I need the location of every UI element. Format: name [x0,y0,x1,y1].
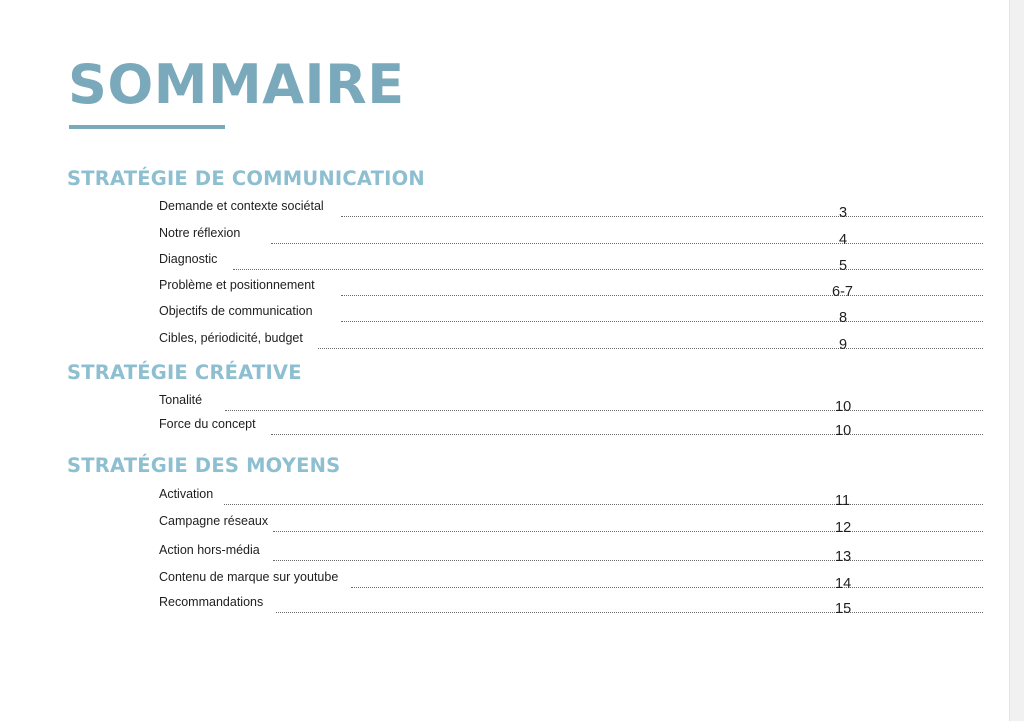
toc-entry-page: 11 [835,493,851,509]
toc-entry-page: 13 [835,549,852,565]
toc-entry[interactable] [159,197,859,221]
toc-leader-dots [271,243,983,244]
toc-entry-page: 5 [839,258,848,274]
toc-entry-page: 9 [839,337,848,353]
toc-entry[interactable] [159,302,859,326]
toc-entry[interactable] [159,541,859,565]
toc-entry-page: 4 [839,232,848,248]
toc-leader-dots [233,269,983,270]
toc-leader-dots [351,587,983,588]
toc-entry-label: Notre réflexion [159,226,241,240]
toc-leader-dots [273,531,983,532]
toc-entry[interactable] [159,224,859,248]
page-title: SOMMAIRE [68,53,405,116]
toc-entry[interactable] [159,329,859,353]
toc-entry-label: Tonalité [159,393,203,407]
toc-entry-label: Activation [159,487,214,501]
toc-entry-label: Demande et contexte sociétal [159,199,324,213]
toc-leader-dots [341,321,983,322]
toc-entry[interactable] [159,276,859,300]
toc-entry[interactable] [159,250,859,274]
toc-entry-label: Recommandations [159,595,264,609]
toc-entry-label: Action hors-média [159,543,260,557]
toc-entry-page: 8 [839,310,848,326]
toc-entry[interactable] [159,512,859,536]
toc-entry-page: 10 [835,423,852,439]
toc-entry-page: 6-7 [832,284,853,300]
toc-leader-dots [225,410,983,411]
toc-entry-page: 3 [839,205,848,221]
toc-entry[interactable] [159,415,859,439]
toc-entry-page: 12 [835,520,852,536]
section-heading-creative: STRATÉGIE CRÉATIVE [67,361,302,384]
toc-leader-dots [341,216,983,217]
toc-leader-dots [273,560,983,561]
title-underline [69,125,225,129]
toc-entry-label: Contenu de marque sur youtube [159,570,339,584]
toc-leader-dots [224,504,983,505]
toc-leader-dots [276,612,983,613]
toc-entry-label: Campagne réseaux [159,514,269,528]
section-heading-communication: STRATÉGIE DE COMMUNICATION [67,167,425,190]
toc-entry[interactable] [159,485,859,509]
toc-entry-label: Diagnostic [159,252,218,266]
toc-entry[interactable] [159,391,859,415]
scrollbar-gutter[interactable] [1009,0,1024,721]
toc-entry-label: Force du concept [159,417,256,431]
toc-leader-dots [271,434,983,435]
toc-entry-label: Objectifs de communication [159,304,313,318]
section-heading-means: STRATÉGIE DES MOYENS [67,454,341,477]
toc-leader-dots [341,295,983,296]
toc-entry[interactable] [159,568,859,592]
toc-entry[interactable] [159,593,859,617]
toc-entry-page: 14 [835,576,852,592]
toc-entry-label: Cibles, périodicité, budget [159,331,303,345]
toc-entry-label: Problème et positionnement [159,278,315,292]
toc-entry-page: 10 [835,399,852,415]
toc-entry-page: 15 [835,601,852,617]
toc-leader-dots [318,348,983,349]
